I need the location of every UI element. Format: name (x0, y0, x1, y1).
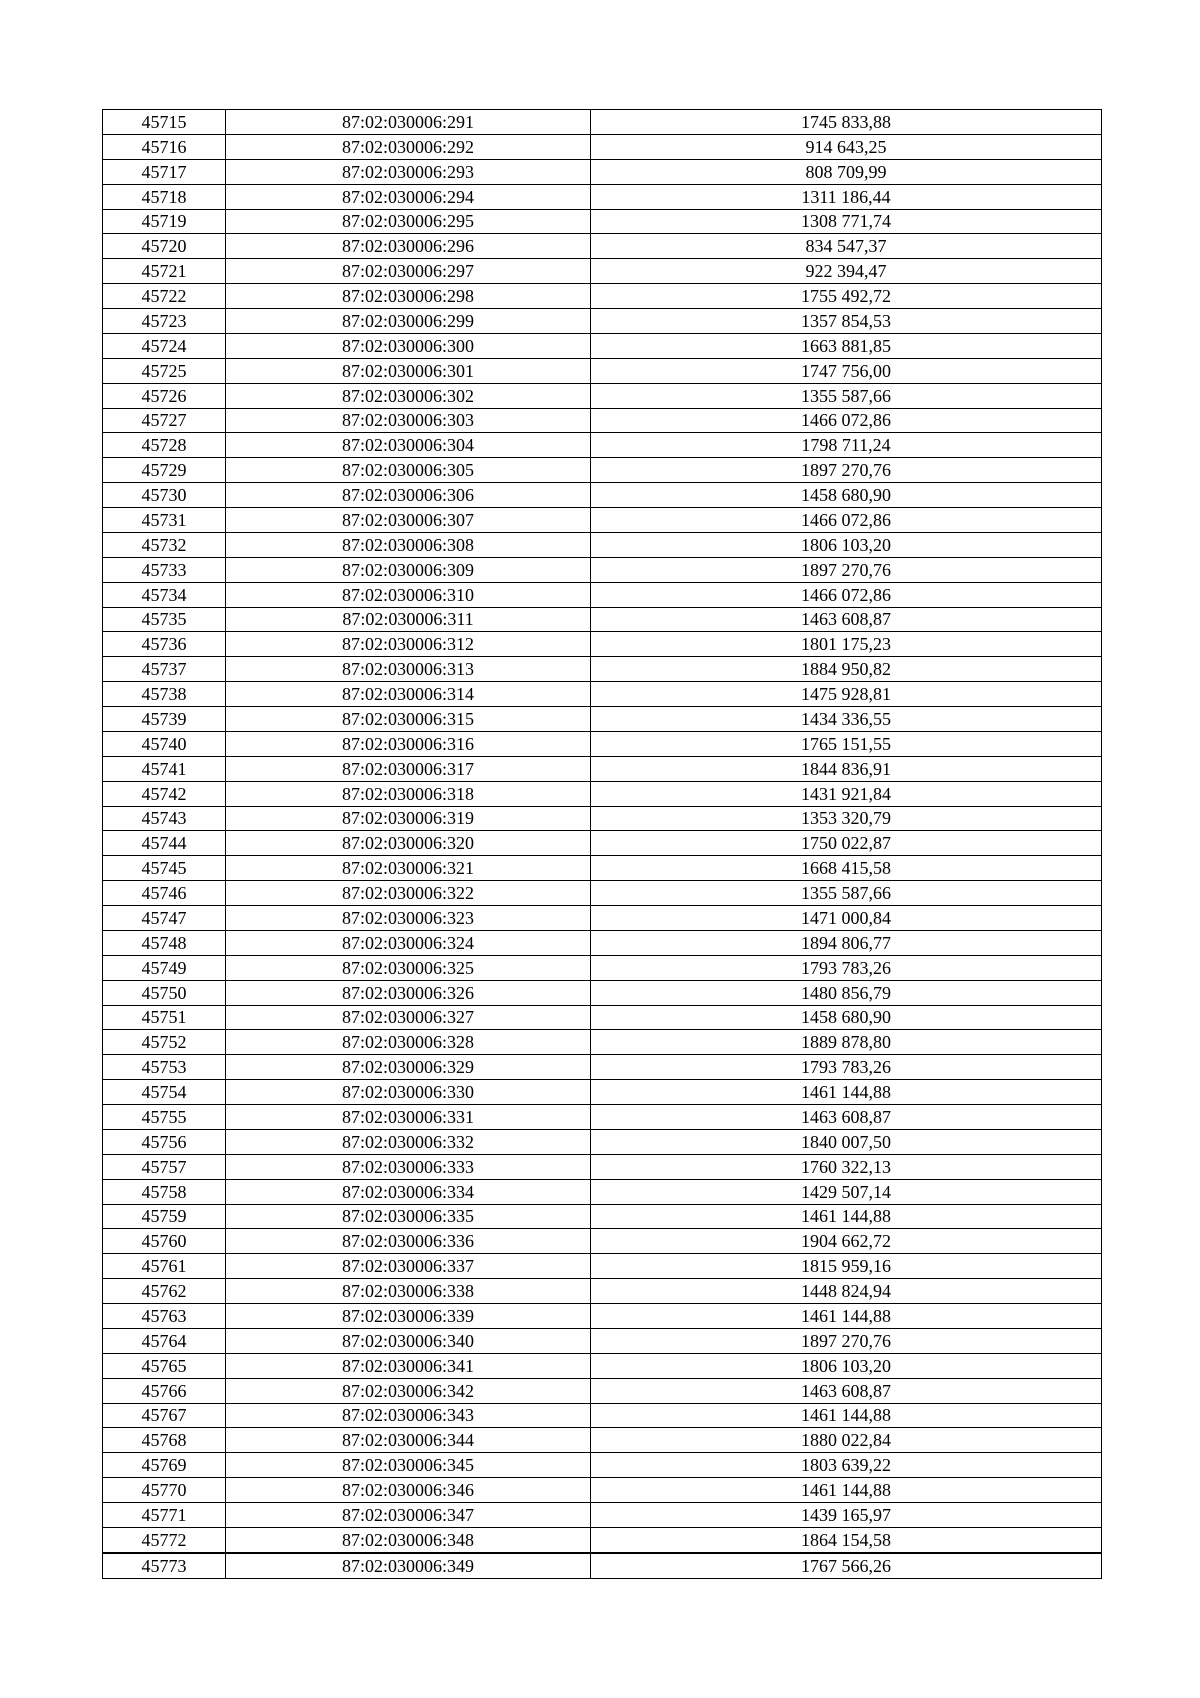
cadastral-number-cell: 87:02:030006:295 (226, 209, 591, 234)
cadastral-value-cell: 1475 928,81 (591, 682, 1102, 707)
cadastral-value-cell: 1798 711,24 (591, 433, 1102, 458)
row-number-cell: 45724 (103, 333, 226, 358)
cadastral-number-cell: 87:02:030006:319 (226, 806, 591, 831)
table-row (103, 881, 1102, 906)
table-row (103, 955, 1102, 980)
row-number-cell: 45758 (103, 1179, 226, 1204)
row-number-cell: 45733 (103, 557, 226, 582)
table-row (103, 458, 1102, 483)
cadastral-value-cell: 1864 154,58 (591, 1527, 1102, 1552)
row-number-cell: 45744 (103, 831, 226, 856)
row-number-cell: 45715 (103, 110, 226, 135)
table-row (103, 209, 1102, 234)
row-number-cell: 45772 (103, 1527, 226, 1552)
cadastral-value-cell: 1471 000,84 (591, 906, 1102, 931)
row-number-cell: 45728 (103, 433, 226, 458)
row-number-cell: 45753 (103, 1055, 226, 1080)
cadastral-value-cell: 1880 022,84 (591, 1428, 1102, 1453)
cadastral-value-cell: 1311 186,44 (591, 184, 1102, 209)
cadastral-number-cell: 87:02:030006:307 (226, 508, 591, 533)
table-row (103, 1154, 1102, 1179)
cadastral-number-cell: 87:02:030006:316 (226, 731, 591, 756)
cadastral-value-cell: 1889 878,80 (591, 1030, 1102, 1055)
table-row (103, 657, 1102, 682)
cadastral-value-cell: 1806 103,20 (591, 532, 1102, 557)
cadastral-value-cell: 1466 072,86 (591, 408, 1102, 433)
row-number-cell: 45759 (103, 1204, 226, 1229)
cadastral-value-cell: 1904 662,72 (591, 1229, 1102, 1254)
cadastral-value-cell: 1897 270,76 (591, 458, 1102, 483)
cadastral-value-cell: 1458 680,90 (591, 1005, 1102, 1030)
cadastral-number-cell: 87:02:030006:337 (226, 1254, 591, 1279)
table-row (103, 707, 1102, 732)
table-row (103, 806, 1102, 831)
cadastral-number-cell: 87:02:030006:345 (226, 1453, 591, 1478)
table-row (103, 1080, 1102, 1105)
table-row (103, 980, 1102, 1005)
row-number-cell: 45725 (103, 358, 226, 383)
table-row (103, 134, 1102, 159)
cadastral-number-cell: 87:02:030006:306 (226, 483, 591, 508)
cadastral-value-cell: 1801 175,23 (591, 632, 1102, 657)
cadastral-number-cell: 87:02:030006:292 (226, 134, 591, 159)
row-number-cell: 45746 (103, 881, 226, 906)
cadastral-number-cell: 87:02:030006:326 (226, 980, 591, 1005)
table-body (103, 110, 1102, 1579)
row-number-cell: 45731 (103, 508, 226, 533)
row-number-cell: 45756 (103, 1129, 226, 1154)
cadastral-value-cell: 914 643,25 (591, 134, 1102, 159)
cadastral-number-cell: 87:02:030006:296 (226, 234, 591, 259)
row-number-cell: 45750 (103, 980, 226, 1005)
cadastral-number-cell: 87:02:030006:293 (226, 159, 591, 184)
table-row (103, 1129, 1102, 1154)
table-row (103, 1553, 1102, 1578)
cadastral-value-cell: 1815 959,16 (591, 1254, 1102, 1279)
table-row (103, 1279, 1102, 1304)
table-row (103, 1030, 1102, 1055)
table-row (103, 508, 1102, 533)
row-number-cell: 45757 (103, 1154, 226, 1179)
cadastral-value-table (102, 109, 1102, 1579)
cadastral-value-cell: 1755 492,72 (591, 284, 1102, 309)
table-row (103, 831, 1102, 856)
table-row (103, 557, 1102, 582)
cadastral-number-cell: 87:02:030006:323 (226, 906, 591, 931)
cadastral-number-cell: 87:02:030006:318 (226, 781, 591, 806)
cadastral-value-cell: 1308 771,74 (591, 209, 1102, 234)
cadastral-value-cell: 1461 144,88 (591, 1204, 1102, 1229)
table-row (103, 433, 1102, 458)
table-row (103, 1179, 1102, 1204)
cadastral-number-cell: 87:02:030006:305 (226, 458, 591, 483)
cadastral-value-cell: 1803 639,22 (591, 1453, 1102, 1478)
cadastral-value-cell: 808 709,99 (591, 159, 1102, 184)
cadastral-number-cell: 87:02:030006:327 (226, 1005, 591, 1030)
row-number-cell: 45719 (103, 209, 226, 234)
cadastral-value-cell: 1767 566,26 (591, 1553, 1102, 1578)
cadastral-number-cell: 87:02:030006:325 (226, 955, 591, 980)
cadastral-value-cell: 1793 783,26 (591, 955, 1102, 980)
cadastral-value-cell: 1434 336,55 (591, 707, 1102, 732)
cadastral-value-cell: 1461 144,88 (591, 1403, 1102, 1428)
table-row (103, 1229, 1102, 1254)
cadastral-value-cell: 1466 072,86 (591, 582, 1102, 607)
row-number-cell: 45754 (103, 1080, 226, 1105)
row-number-cell: 45771 (103, 1503, 226, 1528)
cadastral-number-cell: 87:02:030006:331 (226, 1105, 591, 1130)
cadastral-number-cell: 87:02:030006:297 (226, 259, 591, 284)
cadastral-value-cell: 1897 270,76 (591, 557, 1102, 582)
cadastral-value-cell: 1897 270,76 (591, 1328, 1102, 1353)
cadastral-number-cell: 87:02:030006:347 (226, 1503, 591, 1528)
cadastral-value-cell: 1439 165,97 (591, 1503, 1102, 1528)
table-row (103, 856, 1102, 881)
row-number-cell: 45729 (103, 458, 226, 483)
cadastral-number-cell: 87:02:030006:332 (226, 1129, 591, 1154)
row-number-cell: 45760 (103, 1229, 226, 1254)
cadastral-value-cell: 1461 144,88 (591, 1304, 1102, 1329)
row-number-cell: 45726 (103, 383, 226, 408)
cadastral-value-cell: 922 394,47 (591, 259, 1102, 284)
cadastral-value-cell: 1461 144,88 (591, 1478, 1102, 1503)
cadastral-number-cell: 87:02:030006:349 (226, 1553, 591, 1578)
cadastral-number-cell: 87:02:030006:317 (226, 756, 591, 781)
cadastral-value-cell: 1353 320,79 (591, 806, 1102, 831)
table-row (103, 731, 1102, 756)
table-row (103, 110, 1102, 135)
cadastral-number-cell: 87:02:030006:315 (226, 707, 591, 732)
cadastral-number-cell: 87:02:030006:301 (226, 358, 591, 383)
row-number-cell: 45743 (103, 806, 226, 831)
row-number-cell: 45748 (103, 930, 226, 955)
row-number-cell: 45762 (103, 1279, 226, 1304)
cadastral-number-cell: 87:02:030006:324 (226, 930, 591, 955)
row-number-cell: 45755 (103, 1105, 226, 1130)
table-row (103, 383, 1102, 408)
cadastral-value-cell: 1806 103,20 (591, 1353, 1102, 1378)
cadastral-number-cell: 87:02:030006:291 (226, 110, 591, 135)
row-number-cell: 45741 (103, 756, 226, 781)
cadastral-value-cell: 1668 415,58 (591, 856, 1102, 881)
row-number-cell: 45740 (103, 731, 226, 756)
cadastral-number-cell: 87:02:030006:320 (226, 831, 591, 856)
cadastral-number-cell: 87:02:030006:310 (226, 582, 591, 607)
table-row (103, 259, 1102, 284)
table-row (103, 1453, 1102, 1478)
row-number-cell: 45765 (103, 1353, 226, 1378)
table-row (103, 1204, 1102, 1229)
table-row (103, 1353, 1102, 1378)
table-row (103, 632, 1102, 657)
cadastral-value-cell: 1747 756,00 (591, 358, 1102, 383)
table-row (103, 1304, 1102, 1329)
cadastral-number-cell: 87:02:030006:344 (226, 1428, 591, 1453)
cadastral-number-cell: 87:02:030006:335 (226, 1204, 591, 1229)
cadastral-value-cell: 1431 921,84 (591, 781, 1102, 806)
cadastral-number-cell: 87:02:030006:334 (226, 1179, 591, 1204)
row-number-cell: 45738 (103, 682, 226, 707)
cadastral-number-cell: 87:02:030006:341 (226, 1353, 591, 1378)
cadastral-value-cell: 1750 022,87 (591, 831, 1102, 856)
cadastral-value-cell: 1760 322,13 (591, 1154, 1102, 1179)
cadastral-number-cell: 87:02:030006:304 (226, 433, 591, 458)
table-row (103, 582, 1102, 607)
table-row (103, 682, 1102, 707)
cadastral-number-cell: 87:02:030006:340 (226, 1328, 591, 1353)
cadastral-number-cell: 87:02:030006:342 (226, 1378, 591, 1403)
cadastral-number-cell: 87:02:030006:298 (226, 284, 591, 309)
cadastral-value-cell: 1745 833,88 (591, 110, 1102, 135)
table-row (103, 1527, 1102, 1552)
table-row (103, 358, 1102, 383)
table-row (103, 1403, 1102, 1428)
table-row (103, 184, 1102, 209)
cadastral-number-cell: 87:02:030006:328 (226, 1030, 591, 1055)
row-number-cell: 45742 (103, 781, 226, 806)
cadastral-value-cell: 1458 680,90 (591, 483, 1102, 508)
row-number-cell: 45766 (103, 1378, 226, 1403)
row-number-cell: 45716 (103, 134, 226, 159)
cadastral-number-cell: 87:02:030006:339 (226, 1304, 591, 1329)
cadastral-value-cell: 1463 608,87 (591, 1378, 1102, 1403)
cadastral-number-cell: 87:02:030006:313 (226, 657, 591, 682)
cadastral-number-cell: 87:02:030006:300 (226, 333, 591, 358)
cadastral-value-cell: 1355 587,66 (591, 881, 1102, 906)
row-number-cell: 45732 (103, 532, 226, 557)
cadastral-value-cell: 834 547,37 (591, 234, 1102, 259)
table-row (103, 1378, 1102, 1403)
cadastral-number-cell: 87:02:030006:311 (226, 607, 591, 632)
row-number-cell: 45749 (103, 955, 226, 980)
cadastral-value-cell: 1466 072,86 (591, 508, 1102, 533)
row-number-cell: 45723 (103, 309, 226, 334)
table-row (103, 781, 1102, 806)
cadastral-value-cell: 1844 836,91 (591, 756, 1102, 781)
cadastral-value-cell: 1355 587,66 (591, 383, 1102, 408)
table-row (103, 1328, 1102, 1353)
row-number-cell: 45721 (103, 259, 226, 284)
cadastral-number-cell: 87:02:030006:330 (226, 1080, 591, 1105)
table-row (103, 1254, 1102, 1279)
row-number-cell: 45730 (103, 483, 226, 508)
row-number-cell: 45769 (103, 1453, 226, 1478)
cadastral-number-cell: 87:02:030006:309 (226, 557, 591, 582)
cadastral-number-cell: 87:02:030006:329 (226, 1055, 591, 1080)
row-number-cell: 45745 (103, 856, 226, 881)
cadastral-value-cell: 1884 950,82 (591, 657, 1102, 682)
table-row (103, 607, 1102, 632)
table-row (103, 309, 1102, 334)
table-row (103, 906, 1102, 931)
table-row (103, 1478, 1102, 1503)
row-number-cell: 45773 (103, 1553, 226, 1578)
table-row (103, 159, 1102, 184)
cadastral-value-cell: 1461 144,88 (591, 1080, 1102, 1105)
cadastral-number-cell: 87:02:030006:343 (226, 1403, 591, 1428)
cadastral-value-cell: 1840 007,50 (591, 1129, 1102, 1154)
table-row (103, 408, 1102, 433)
row-number-cell: 45735 (103, 607, 226, 632)
row-number-cell: 45727 (103, 408, 226, 433)
row-number-cell: 45752 (103, 1030, 226, 1055)
cadastral-number-cell: 87:02:030006:322 (226, 881, 591, 906)
cadastral-value-cell: 1463 608,87 (591, 607, 1102, 632)
row-number-cell: 45720 (103, 234, 226, 259)
row-number-cell: 45739 (103, 707, 226, 732)
table-row (103, 234, 1102, 259)
cadastral-number-cell: 87:02:030006:302 (226, 383, 591, 408)
table-row (103, 930, 1102, 955)
row-number-cell: 45717 (103, 159, 226, 184)
cadastral-number-cell: 87:02:030006:321 (226, 856, 591, 881)
table-row (103, 333, 1102, 358)
table-row (103, 1428, 1102, 1453)
row-number-cell: 45764 (103, 1328, 226, 1353)
table-row (103, 1055, 1102, 1080)
cadastral-value-cell: 1793 783,26 (591, 1055, 1102, 1080)
row-number-cell: 45722 (103, 284, 226, 309)
cadastral-number-cell: 87:02:030006:333 (226, 1154, 591, 1179)
row-number-cell: 45737 (103, 657, 226, 682)
table-row (103, 532, 1102, 557)
table-row (103, 483, 1102, 508)
table-row (103, 284, 1102, 309)
row-number-cell: 45763 (103, 1304, 226, 1329)
cadastral-value-cell: 1463 608,87 (591, 1105, 1102, 1130)
cadastral-number-cell: 87:02:030006:338 (226, 1279, 591, 1304)
cadastral-number-cell: 87:02:030006:303 (226, 408, 591, 433)
cadastral-number-cell: 87:02:030006:294 (226, 184, 591, 209)
row-number-cell: 45718 (103, 184, 226, 209)
row-number-cell: 45770 (103, 1478, 226, 1503)
table-row (103, 1105, 1102, 1130)
row-number-cell: 45767 (103, 1403, 226, 1428)
cadastral-value-cell: 1894 806,77 (591, 930, 1102, 955)
table-row (103, 1005, 1102, 1030)
cadastral-number-cell: 87:02:030006:336 (226, 1229, 591, 1254)
row-number-cell: 45734 (103, 582, 226, 607)
cadastral-value-cell: 1448 824,94 (591, 1279, 1102, 1304)
cadastral-value-cell: 1429 507,14 (591, 1179, 1102, 1204)
cadastral-value-cell: 1357 854,53 (591, 309, 1102, 334)
cadastral-number-cell: 87:02:030006:299 (226, 309, 591, 334)
row-number-cell: 45747 (103, 906, 226, 931)
cadastral-value-cell: 1765 151,55 (591, 731, 1102, 756)
cadastral-number-cell: 87:02:030006:312 (226, 632, 591, 657)
table-row (103, 1503, 1102, 1528)
cadastral-number-cell: 87:02:030006:346 (226, 1478, 591, 1503)
row-number-cell: 45751 (103, 1005, 226, 1030)
row-number-cell: 45736 (103, 632, 226, 657)
cadastral-number-cell: 87:02:030006:314 (226, 682, 591, 707)
row-number-cell: 45768 (103, 1428, 226, 1453)
cadastral-number-cell: 87:02:030006:308 (226, 532, 591, 557)
cadastral-value-cell: 1480 856,79 (591, 980, 1102, 1005)
cadastral-value-cell: 1663 881,85 (591, 333, 1102, 358)
table-row (103, 756, 1102, 781)
cadastral-number-cell: 87:02:030006:348 (226, 1527, 591, 1552)
row-number-cell: 45761 (103, 1254, 226, 1279)
